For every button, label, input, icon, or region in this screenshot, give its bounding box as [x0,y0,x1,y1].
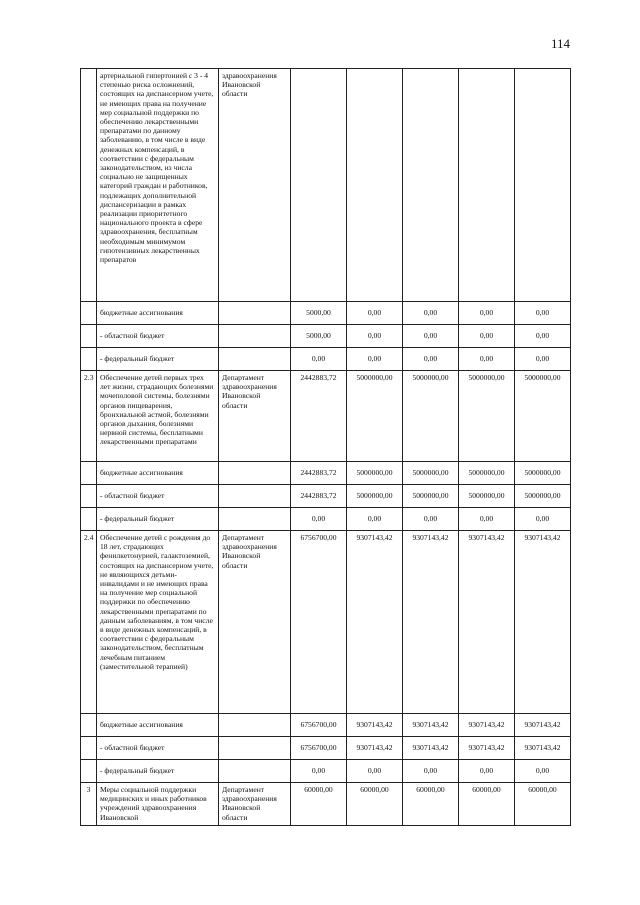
table-row [81,783,571,826]
measure-name: Обеспечение детей с рождения до 18 лет, страдающих фенилкетонурией, галактоземией, состоящих на диспансерном учете, не являющихся детьми-инвалидами и не имеющих права на получение мер социальной поддержки по обеспечению лекарственными препаратами по данным заболеваниям, в том числе в виде денежных компенсаций, в соответствии с федеральным законодательством, бесплатным лечебным питанием (заместительной терапией) [97,531,219,714]
row-number: 2.3 [81,371,97,462]
row-label: - федеральный бюджет [97,348,219,371]
table-row [81,760,571,783]
value-cell: 0,00 [515,302,571,325]
row-number: 2.4 [81,531,97,714]
value-cell: 0,00 [291,508,347,531]
value-cell: 0,00 [403,760,459,783]
value-cell: 9307143,42 [459,737,515,760]
value-cell: 5000000,00 [347,485,403,508]
table-row [81,737,571,760]
row-label: бюджетные ассигнования [97,462,219,485]
value-cell: 6756700,00 [291,737,347,760]
value-cell: 9307143,42 [459,531,515,714]
table-row [81,302,571,325]
value-cell: 5000000,00 [515,485,571,508]
value-cell: 0,00 [515,760,571,783]
value-cell: 2442883,72 [291,485,347,508]
value-cell: 6756700,00 [291,531,347,714]
value-cell: 9307143,42 [403,737,459,760]
value-cell: 0,00 [459,325,515,348]
value-cell: 5000000,00 [403,371,459,462]
value-cell: 0,00 [403,325,459,348]
row-label: - областной бюджет [97,485,219,508]
row-label: - федеральный бюджет [97,760,219,783]
value-cell: 9307143,42 [347,531,403,714]
table-row [81,531,571,714]
value-cell: 0,00 [403,508,459,531]
table-row [81,714,571,737]
page-number: 114 [550,36,570,51]
value-cell: 9307143,42 [403,714,459,737]
value-cell: 0,00 [459,302,515,325]
row-label: - федеральный бюджет [97,508,219,531]
value-cell: 5000000,00 [347,371,403,462]
value-cell: 5000,00 [291,325,347,348]
value-cell: 9307143,42 [459,714,515,737]
value-cell: 60000,00 [459,783,515,826]
value-cell: 5000,00 [291,302,347,325]
measure-name: Меры социальной поддержки медицинских и иных работников учреждений здравоохранения Ивановской [97,783,219,826]
value-cell: 5000000,00 [403,485,459,508]
table-row [81,348,571,371]
value-cell: 0,00 [403,302,459,325]
value-cell: 0,00 [347,325,403,348]
value-cell: 0,00 [347,348,403,371]
row-label: бюджетные ассигнования [97,302,219,325]
value-cell: 5000000,00 [403,462,459,485]
value-cell: 5000000,00 [515,462,571,485]
value-cell: 5000000,00 [347,462,403,485]
executor: Департамент здравоохранения Ивановской области [219,531,291,714]
value-cell: 9307143,42 [403,531,459,714]
value-cell: 9307143,42 [347,714,403,737]
value-cell: 5000000,00 [515,371,571,462]
measure-name: Обеспечение детей первых трех лет жизни, страдающих болезнями мочеполовой системы, болезнями органов пищеварения, бронхиальной астмой, болезнями органов дыхания, болезнями нервной системы, бесплатными лекарственными препаратами [97,371,219,462]
table-row [81,371,571,462]
value-cell: 0,00 [347,302,403,325]
value-cell: 0,00 [459,348,515,371]
value-cell: 0,00 [347,508,403,531]
value-cell: 0,00 [515,348,571,371]
value-cell: 9307143,42 [515,531,571,714]
value-cell: 0,00 [459,508,515,531]
value-cell: 5000000,00 [459,371,515,462]
value-cell: 2442883,72 [291,371,347,462]
measure-name: артериальной гипертонией с 3 - 4 степенью риска осложнений, состоящих на диспансерном учете, не имеющих права на получение мер социальной поддержки по обеспечению лекарственными препаратами по данному заболеванию, в том числе в виде денежных компенсаций, в соответствии с федеральным законодательством, из числа социально не защищенных категорий граждан и работников, подлежащих дополнительной диспансеризации в рамках реализации приоритетного национального проекта в сфере здравоохранения, бесплатным необходимым минимумом гипотензивных лекарственных препаратов [97,69,219,302]
value-cell: 0,00 [291,348,347,371]
row-label: - областной бюджет [97,325,219,348]
value-cell: 60000,00 [403,783,459,826]
row-label: бюджетные ассигнования [97,714,219,737]
program-table [80,68,571,826]
value-cell: 6756700,00 [291,714,347,737]
row-label: - областной бюджет [97,737,219,760]
value-cell: 5000000,00 [459,485,515,508]
executor: Департамент здравоохранения Ивановской области [219,371,291,462]
executor: здравоохранения Ивановской области [219,69,291,302]
value-cell: 60000,00 [515,783,571,826]
table-row [81,485,571,508]
value-cell: 0,00 [403,348,459,371]
value-cell: 0,00 [459,760,515,783]
value-cell: 0,00 [347,760,403,783]
table-row [81,462,571,485]
value-cell: 2442883,72 [291,462,347,485]
value-cell: 60000,00 [347,783,403,826]
value-cell: 0,00 [515,325,571,348]
value-cell: 9307143,42 [347,737,403,760]
value-cell: 0,00 [515,508,571,531]
value-cell: 9307143,42 [515,714,571,737]
table-row [81,69,571,302]
row-number: 3 [81,783,97,826]
value-cell: 0,00 [291,760,347,783]
value-cell: 5000000,00 [459,462,515,485]
executor: Департамент здравоохранения Ивановской области [219,783,291,826]
table-row [81,325,571,348]
table-row [81,508,571,531]
value-cell: 9307143,42 [515,737,571,760]
value-cell: 60000,00 [291,783,347,826]
